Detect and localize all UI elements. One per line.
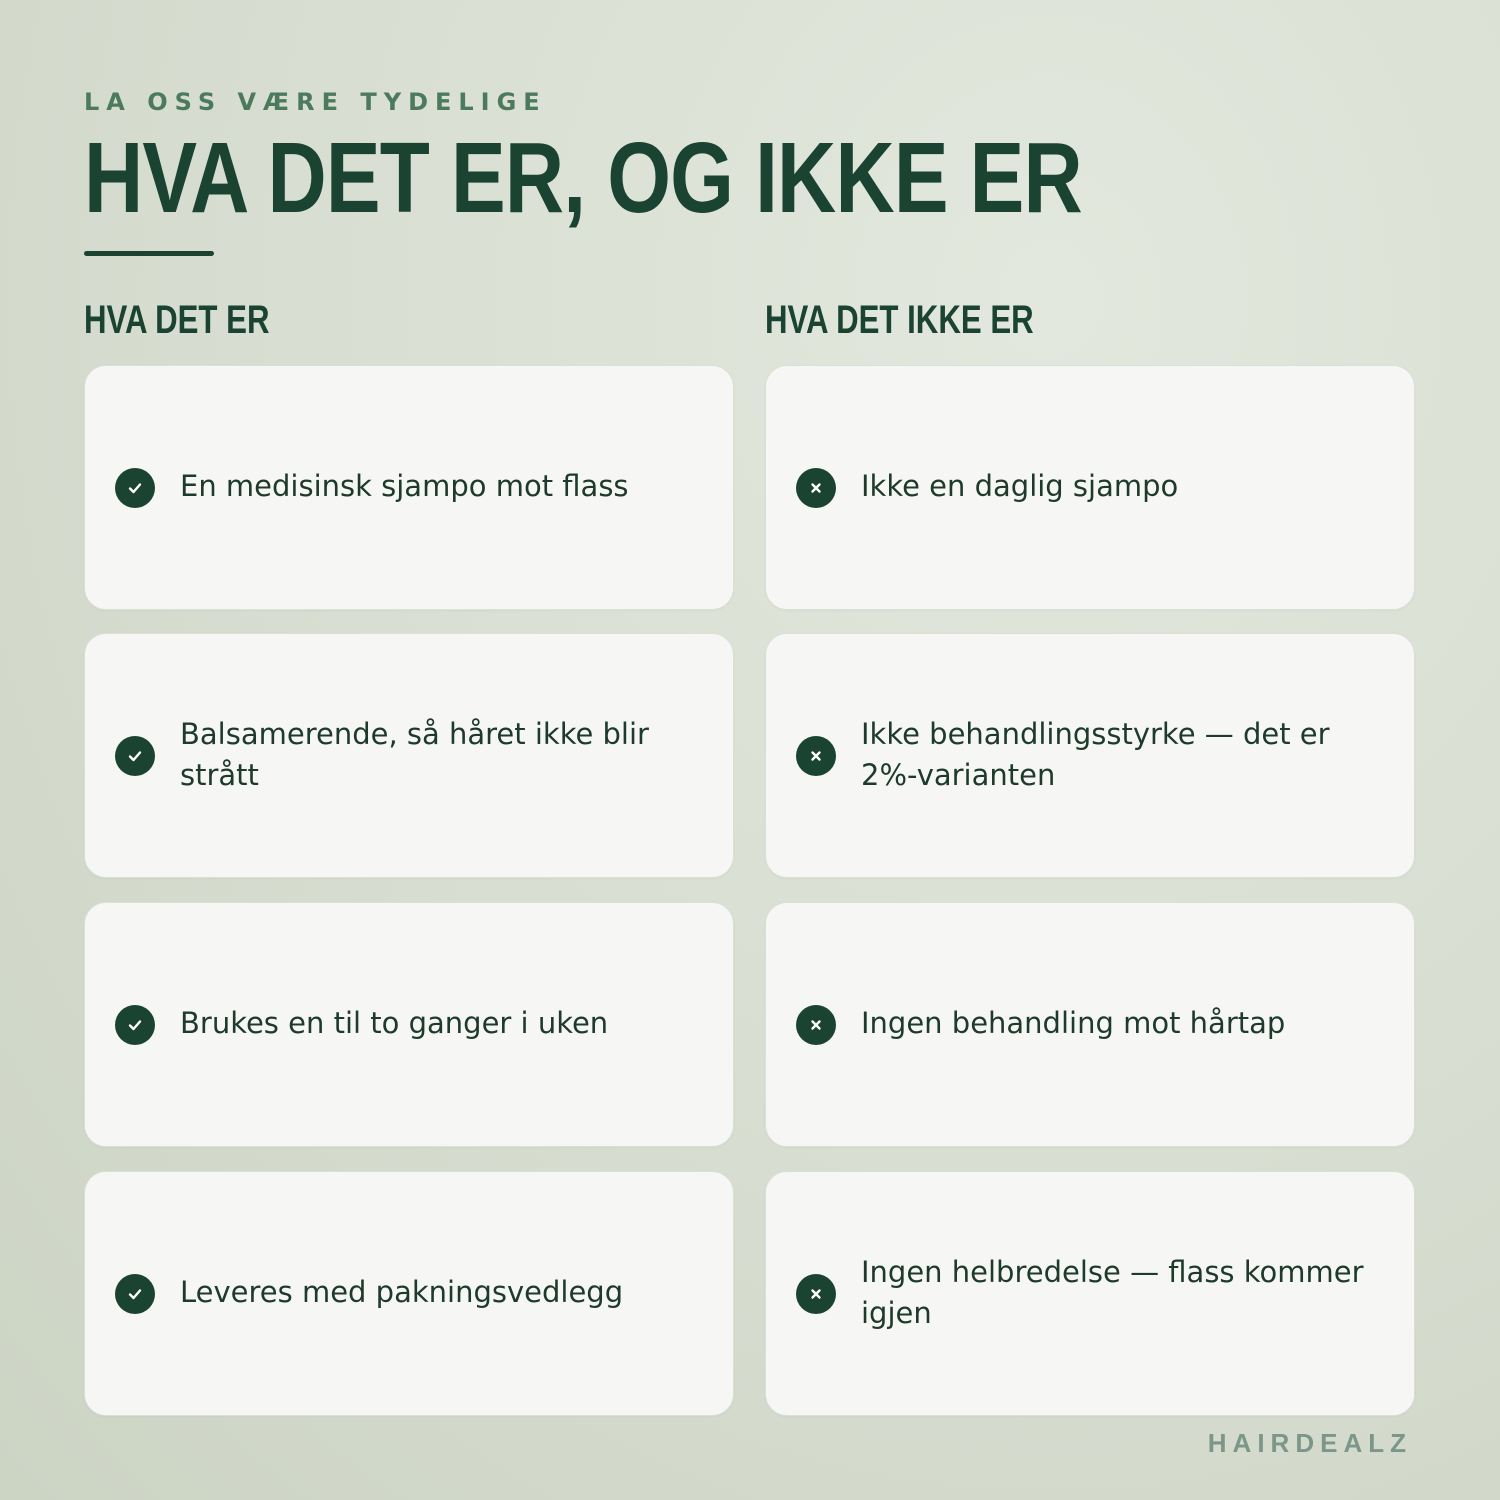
check-icon [115,1005,155,1045]
column-title-is: HVA DET ER [84,298,270,342]
close-icon [796,1274,836,1314]
check-icon [115,1274,155,1314]
card-is-not-1 [765,365,1415,610]
check-icon [115,736,155,776]
card-is-2-text: Balsamerende, så håret ikke blir strått [180,716,649,792]
check-icon [115,468,155,508]
card-is-1 [84,365,734,610]
card-is-not-2-text: Ikke behandlingsstyrke — det er 2%-varianten [861,716,1330,792]
eyebrow-label: LA OSS VÆRE TYDELIGE [84,88,547,116]
card-is-not-1-text: Ikke en daglig sjampo [861,469,1179,503]
page-title: HVA DET ER, OG IKKE ER [84,122,1082,234]
card-is-not-3 [765,902,1415,1147]
close-icon [796,1005,836,1045]
close-icon [796,736,836,776]
card-is-3-text: Brukes en til to ganger i uken [180,1006,609,1040]
card-is-3 [84,902,734,1147]
title-underline [84,251,214,256]
card-is-4-text: Leveres med pakningsvedlegg [180,1275,624,1309]
card-is-not-4 [765,1171,1415,1416]
brand-logo: HAIRDEALZ [1207,1428,1412,1458]
card-is-not-4-text: Ingen helbredelse — flass kommer igjen [861,1254,1364,1330]
card-is-not-3-text: Ingen behandling mot hårtap [861,1006,1286,1040]
column-title-is-not: HVA DET IKKE ER [765,298,1034,342]
close-icon [796,468,836,508]
card-is-2 [84,633,734,878]
card-is-1-text: En medisinsk sjampo mot flass [180,469,629,503]
card-is-not-2 [765,633,1415,878]
card-is-4 [84,1171,734,1416]
